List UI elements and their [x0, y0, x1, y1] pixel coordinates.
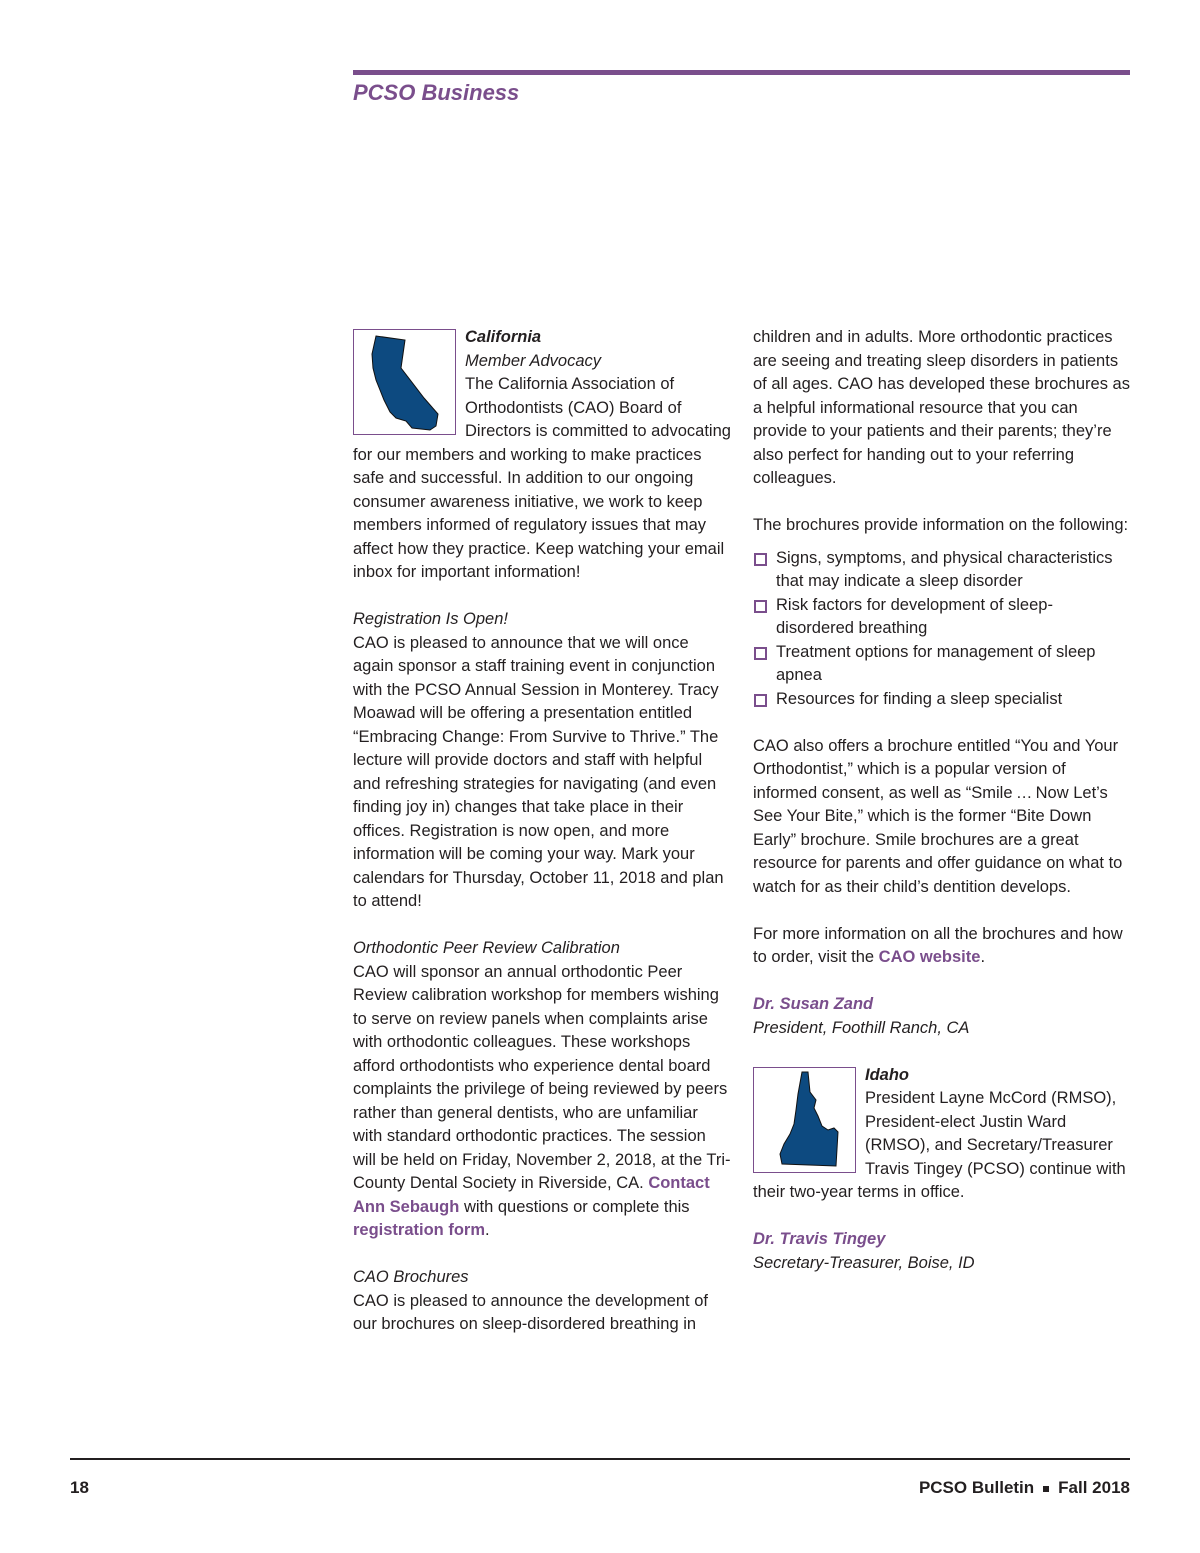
- brochures-topic-list: [753, 547, 1130, 712]
- peer-review-mid: with questions or complete this: [463, 1197, 690, 1216]
- issue-date: Fall 2018: [1058, 1478, 1130, 1497]
- registration-heading: Registration Is Open!: [353, 610, 508, 628]
- california-author-name: Dr. Susan Zand: [753, 995, 874, 1013]
- idaho-author-name: Dr. Travis Tingey: [753, 1230, 886, 1248]
- brochures-smile-text: CAO also offers a brochure entitled “You and Your Orthodontist,” which is a popular version of informed consent, as well as “Smile … Now Let’s See Your Bite,” which is the former “Bite Down Early” brochure. Smile brochures are a great resource for parents and offer guidance on what to watch for as their child’s dentition develops.: [753, 736, 1123, 896]
- section-title: PCSO Business: [353, 80, 520, 105]
- brochures-heading: CAO Brochures: [353, 1268, 469, 1286]
- list-item: Signs, symptoms, and physical characteristics that may indicate a sleep disorder: [753, 547, 1130, 594]
- member-advocacy-heading: Member Advocacy: [465, 351, 602, 370]
- list-item: Risk factors for development of sleep-disordered breathing: [753, 594, 1130, 641]
- square-separator-icon: [1043, 1486, 1049, 1492]
- idaho-text: President Layne McCord (RMSO), President-elect Justin Ward (RMSO), and Secretary/Treasurer Travis Tingey (PCSO) continue with their two-year terms in office.: [753, 1089, 1126, 1201]
- publication-name: PCSO Bulletin: [918, 1478, 1035, 1497]
- cao-website-link[interactable]: CAO website: [878, 948, 981, 966]
- idaho-heading: Idaho: [865, 1065, 909, 1084]
- registration-form-link[interactable]: registration form: [353, 1221, 486, 1239]
- contact-ann-sebaugh-link[interactable]: Contact Ann Sebaugh: [353, 1174, 710, 1216]
- california-heading: California: [465, 328, 542, 346]
- california-author-title: President, Foothill Ranch, CA: [753, 1018, 970, 1037]
- peer-review-body: CAO will sponsor an annual orthodontic Peer Review calibration workshop for members wishing to serve on review panels when complaints arise with orthodontic colleagues. These workshops afford orthodontists who experience dental board complaints the privilege of being reviewed by peers rather than general dentists, who are unfamiliar with standard orthodontic practices. The session will be held on Friday, November 2, 2018, at the Tri-County Dental Society in Riverside, CA.: [353, 962, 731, 1192]
- peer-review-text: [353, 961, 731, 1243]
- registration-text: CAO is pleased to announce that we will once again sponsor a staff training event in conjunction with the PCSO Annual Session in Monterey. Tracy Moawad will be offering a presentation entitled “Embracing Change: From Survive to Thrive.” The lecture will provide doctors and staff with helpful and refreshing strategies for navigating (and even finding joy in) changes that take place in their offices. Registration is now open, and more information will be coming your way. Mark your calendars for Thursday, October 11, 2018 and plan to attend!: [353, 633, 724, 910]
- california-map-icon: [353, 329, 456, 435]
- right-column: [753, 326, 1130, 1275]
- header-rule: [353, 70, 1130, 75]
- member-advocacy-text: The California Association of Orthodontists (CAO) Board of Directors is committed to advocating for our members and working to make practices safe and successful. In addition to our ongoing consumer awareness initiative, we work to keep members informed of regulatory issues that may affect how they practice. Keep watching your email inbox for important information!: [353, 375, 731, 581]
- idaho-author-title: Secretary-Treasurer, Boise, ID: [753, 1253, 975, 1272]
- page-number: 18: [70, 1478, 89, 1497]
- brochures-more-info: For more information on all the brochures and how to order, visit the CAO website.: [753, 924, 1123, 966]
- peer-review-heading: Orthodontic Peer Review Calibration: [353, 939, 620, 957]
- brochures-intro: The brochures provide information on the following:: [753, 516, 1129, 534]
- left-column: [353, 326, 731, 1337]
- brochures-text-part1: CAO is pleased to announce the development of our brochures on sleep-disordered breathing in: [353, 1291, 708, 1333]
- checkbox-bullet-icon: [754, 553, 767, 566]
- checkbox-bullet-icon: [754, 600, 767, 613]
- brochures-text-part2: children and in adults. More orthodontic practices are seeing and treating sleep disorders in patients of all ages. CAO has developed these brochures as a helpful informational resource that you can provide to your patients and their parents; they’re also perfect for handing out to your referring colleagues.: [753, 328, 1130, 487]
- list-item: Resources for finding a sleep specialist: [753, 688, 1130, 712]
- list-item: Treatment options for management of sleep apnea: [753, 641, 1130, 688]
- peer-review-end: .: [485, 1221, 490, 1239]
- checkbox-bullet-icon: [754, 647, 767, 660]
- footer-rule: [70, 1458, 1130, 1460]
- checkbox-bullet-icon: [754, 694, 767, 707]
- idaho-map-icon: [753, 1067, 856, 1173]
- footer-publication: [919, 1478, 1130, 1498]
